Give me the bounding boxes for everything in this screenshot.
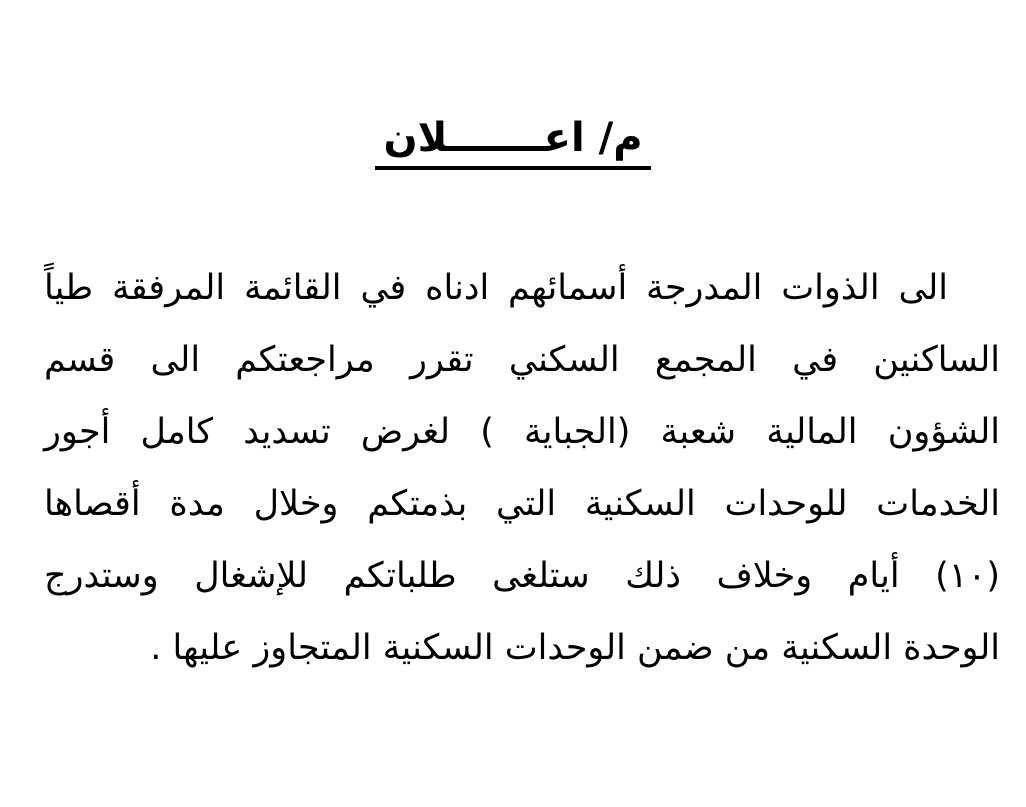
body-line-3: الشؤون المالية شعبة (الجباية ) لغرض تسديد كامل أجور [44,412,1000,452]
body-line-5: (١٠) أيام وخلاف ذلك ستلغى طلباتكم للإشغال وستدرج [44,556,1000,596]
announcement-title: م/ اعـــــــلان [375,118,650,170]
body-line-1: الى الذوات المدرجة أسمائهم ادناه في القائمة المرفقة طياً [44,268,948,308]
body-line-2: الساكنين في المجمع السكني تقرر مراجعتكم الى قسم [44,340,1000,380]
announcement-title-container [0,115,1026,170]
announcement-body [44,252,1000,684]
body-line-6: الوحدة السكنية من ضمن الوحدات السكنية المتجاوز عليها . [150,628,1000,668]
body-line-4: الخدمات للوحدات السكنية التي بذمتكم وخلال مدة أقصاها [44,484,1000,524]
